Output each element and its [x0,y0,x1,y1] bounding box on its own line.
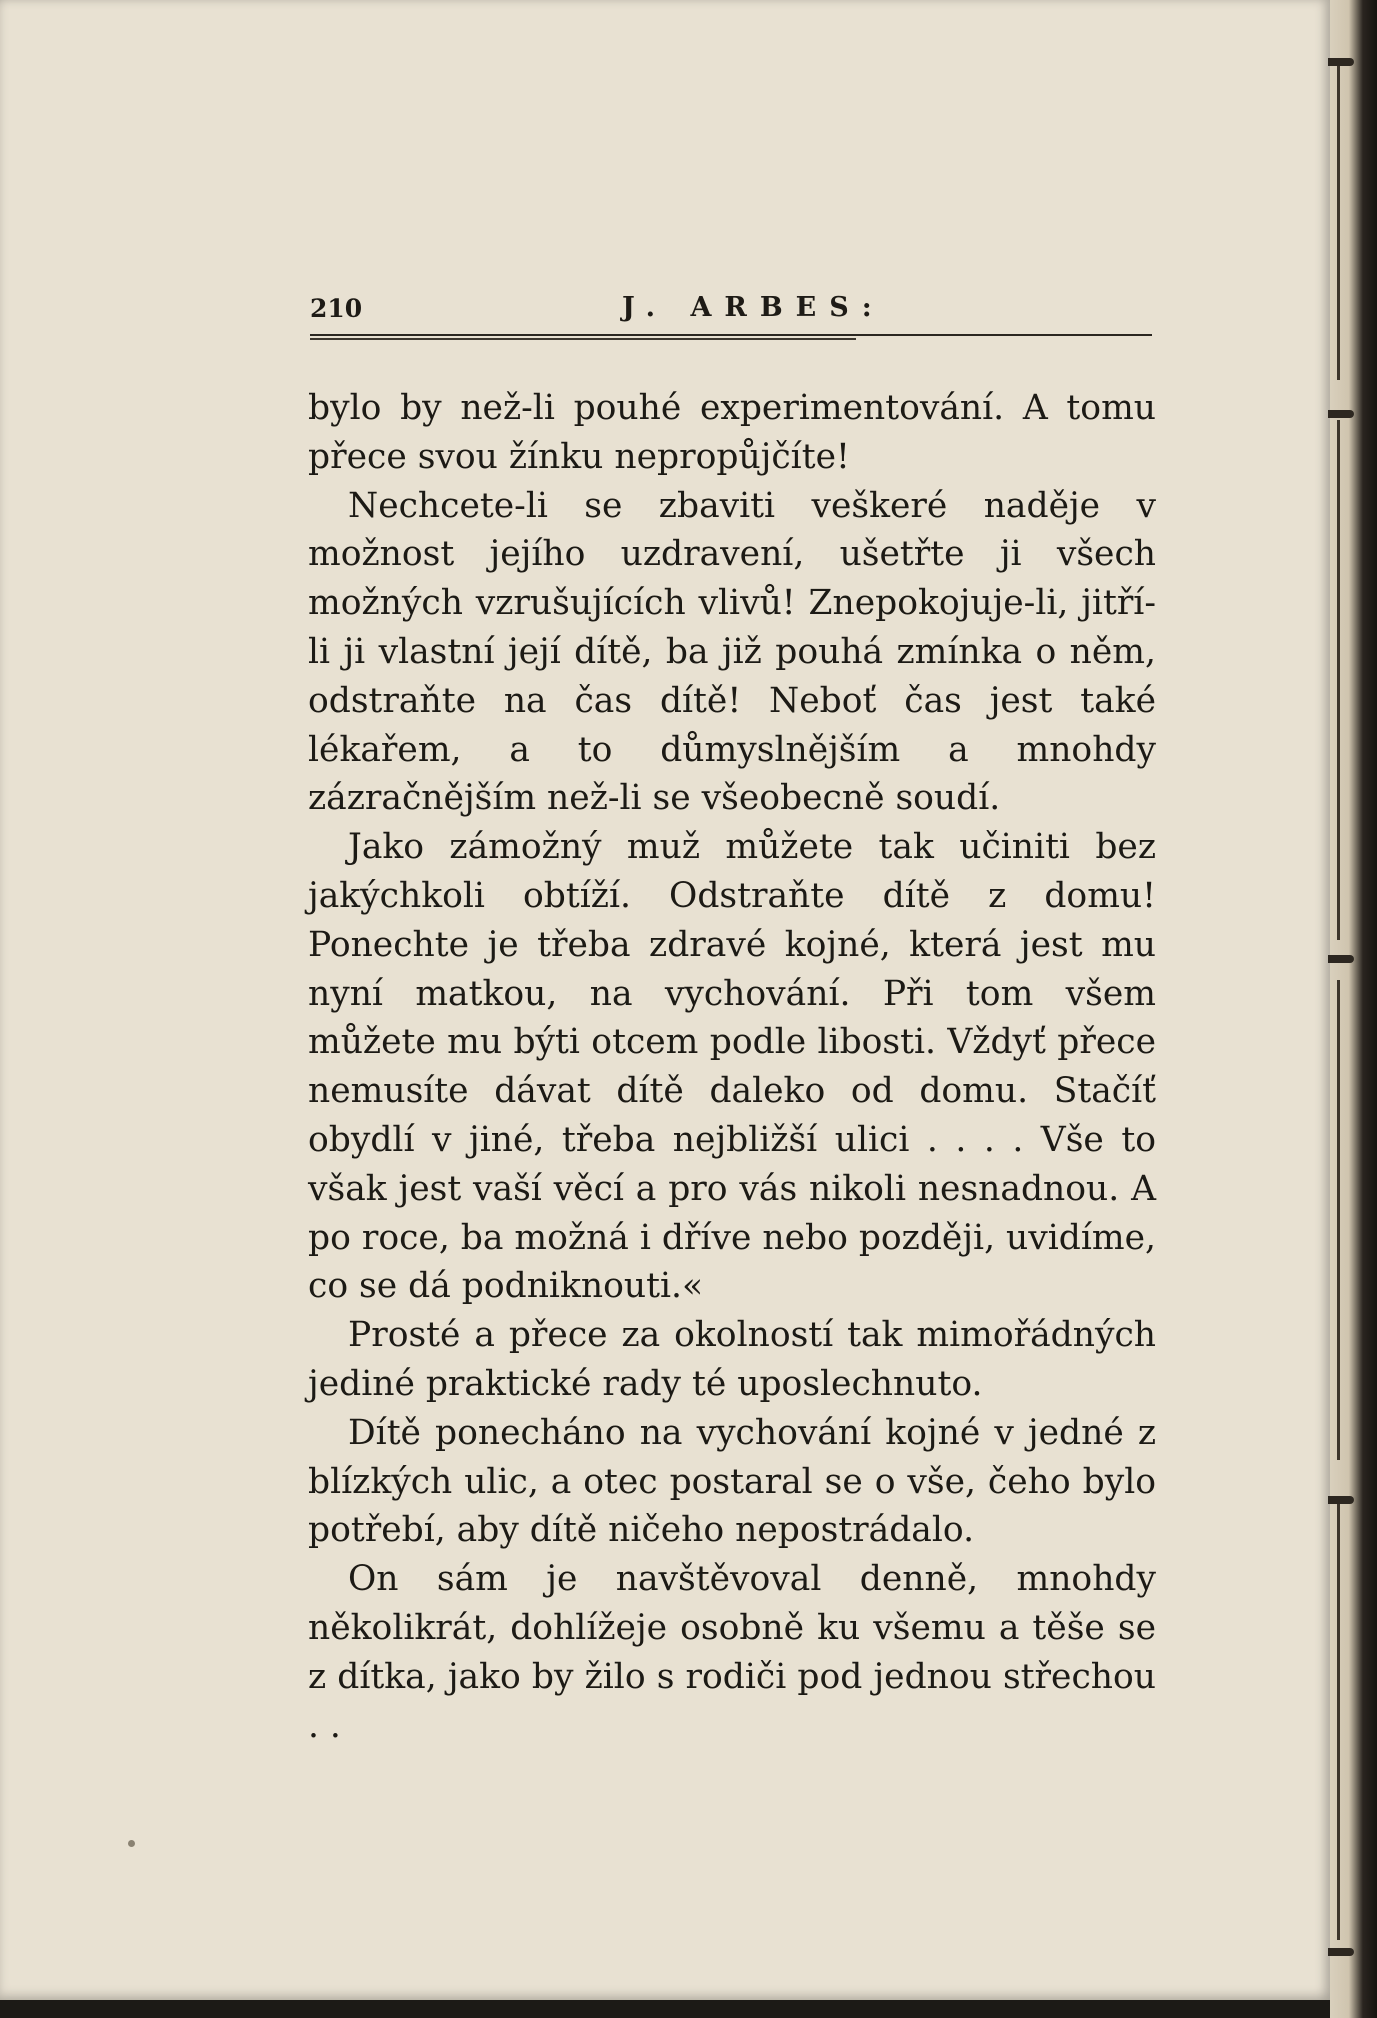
paper-speck [128,1840,135,1847]
binding-thread-4 [1337,1500,1340,1940]
body-text [308,384,1156,1750]
page-header [310,294,1152,336]
binding-notch [1328,1948,1354,1956]
binding-thread-3 [1337,980,1340,1460]
page-number: 210 [310,294,363,323]
paragraph-6: On sám je navštěvoval denně, mnohdy několikrát, dohlížeje osobně ku všemu a těše se z dítka, jako by žilo s rodiči pod jednou střechou . . [308,1559,1156,1746]
binding-notch [1328,955,1354,963]
paragraph-2: Nechcete-li se zbaviti veškeré naděje v možnost jejího uzdravení, ušetřte ji všech možných vzrušujících vlivů! Znepokojuje-li, jitří-li ji vlastní její dítě, ba již pouhá zmínka o něm, odstraňte na čas dítě! Neboť čas jest také lékařem, a to důmyslnějším a mnohdy zázračnějším než-li se všeobecně soudí. [308,485,1156,819]
running-head: J. ARBES: [622,292,885,323]
binding-thread-1 [1337,60,1340,380]
paragraph-5: Dítě ponecháno na vychování kojné v jedné z blízkých ulic, a otec postaral se o vše, čeho bylo potřebí, aby dítě ničeho nepostrádalo. [308,1412,1156,1551]
paragraph-4: Prosté a přece za okolností tak mimořádných jediné praktické rady té uposlechnuto. [308,1315,1156,1404]
header-rule [310,334,1152,336]
binding-notch [1328,1496,1354,1504]
header-rule-secondary [310,338,856,340]
binding-notch [1328,410,1354,418]
binding-thread-2 [1337,420,1340,940]
paragraph-1: bylo by než-li pouhé experimentování. A tomu přece svou žínku nepropůjčíte! [308,388,1156,477]
paragraph-3: Jako zámožný muž můžete tak učiniti bez jakýchkoli obtíží. Odstraňte dítě z domu! Ponechte je třeba zdravé kojné, která jest mu nyní matkou, na vychování. Při tom všem můžete mu býti otcem podle libosti. Vždyť přece nemusíte dávat dítě daleko od domu. Stačíť obydlí v jiné, třeba nejbližší ulici . . . . Vše to však jest vaší věcí a pro vás nikoli nesnadnou. A po roce, ba možná i dříve nebo později, uvidíme, co se dá podniknouti.« [308,827,1156,1307]
binding-notch [1328,58,1354,66]
